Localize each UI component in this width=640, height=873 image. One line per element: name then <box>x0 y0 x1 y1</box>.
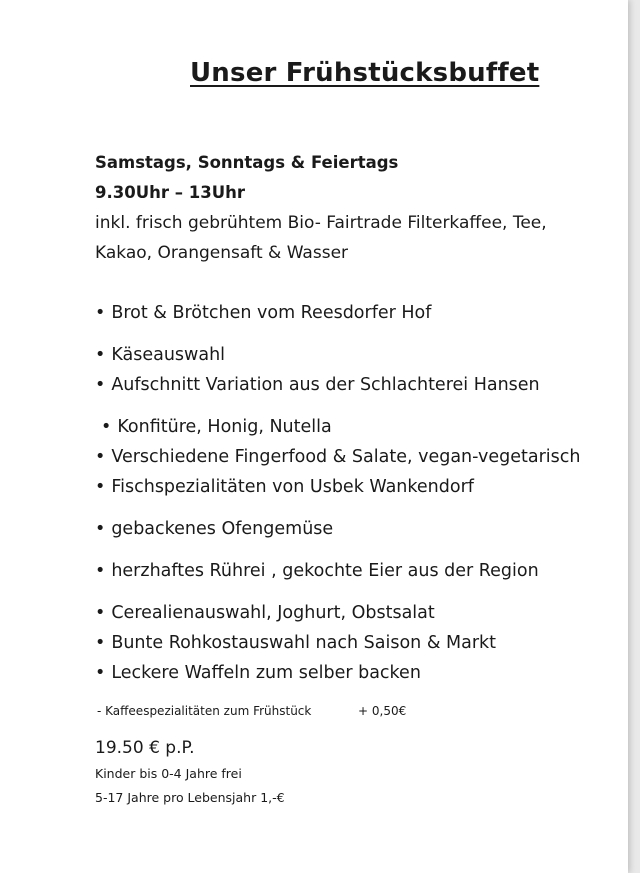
bullet-icon: • <box>95 663 106 683</box>
included-drinks-line-1: inkl. frisch gebrühtem Bio- Fairtrade Filterkaffee, Tee, <box>95 213 547 233</box>
list-item-label: Bunte Rohkostauswahl nach Saison & Markt <box>111 633 497 653</box>
list-item <box>95 447 580 467</box>
list-item <box>95 603 435 623</box>
list-item-label: Brot & Brötchen vom Reesdorfer Hof <box>111 303 432 323</box>
bullet-icon: • <box>95 345 106 365</box>
bullet-icon: • <box>95 375 106 395</box>
list-item-label: Konfitüre, Honig, Nutella <box>117 417 332 437</box>
list-item-label: Leckere Waffeln zum selber backen <box>111 663 421 683</box>
list-item <box>95 477 474 497</box>
kids-note-price: 5-17 Jahre pro Lebensjahr 1,-€ <box>95 790 285 805</box>
list-item <box>95 663 421 683</box>
list-item-label: Fischspezialitäten von Usbek Wankendorf <box>111 477 474 497</box>
bullet-icon: • <box>95 519 106 539</box>
buffet-price: 19.50 € p.P. <box>95 738 195 758</box>
bullet-icon: • <box>95 303 106 323</box>
list-item-label: Aufschnitt Variation aus der Schlachterei Hansen <box>111 375 540 395</box>
list-item-label: Cerealienauswahl, Joghurt, Obstsalat <box>111 603 435 623</box>
kids-note-free: Kinder bis 0-4 Jahre frei <box>95 766 242 781</box>
list-item-label: gebackenes Ofengemüse <box>111 519 334 539</box>
list-item <box>95 303 431 323</box>
bullet-icon: • <box>95 561 106 581</box>
list-item-label: herzhaftes Rührei , gekochte Eier aus der Region <box>111 561 539 581</box>
bullet-icon: • <box>95 447 106 467</box>
page-title: Unser Frühstücksbuffet <box>190 58 540 88</box>
list-item <box>95 375 540 395</box>
list-item <box>95 633 496 653</box>
list-item-label: Käseauswahl <box>111 345 226 365</box>
list-item-label: Verschiedene Fingerfood & Salate, vegan-vegetarisch <box>111 447 581 467</box>
included-drinks-line-2: Kakao, Orangensaft & Wasser <box>95 243 349 263</box>
list-item <box>95 345 225 365</box>
opening-time: 9.30Uhr – 13Uhr <box>95 183 245 202</box>
list-item <box>101 417 332 437</box>
bullet-icon: • <box>95 477 106 497</box>
bullet-icon: • <box>95 633 106 653</box>
extra-coffee-price: + 0,50€ <box>358 704 407 718</box>
list-item <box>95 519 333 539</box>
bullet-icon: • <box>101 417 112 437</box>
opening-days: Samstags, Sonntags & Feiertags <box>95 153 399 172</box>
extra-coffee-label: - Kaffeespezialitäten zum Frühstück <box>97 704 312 718</box>
list-item <box>95 561 539 581</box>
bullet-icon: • <box>95 603 106 623</box>
